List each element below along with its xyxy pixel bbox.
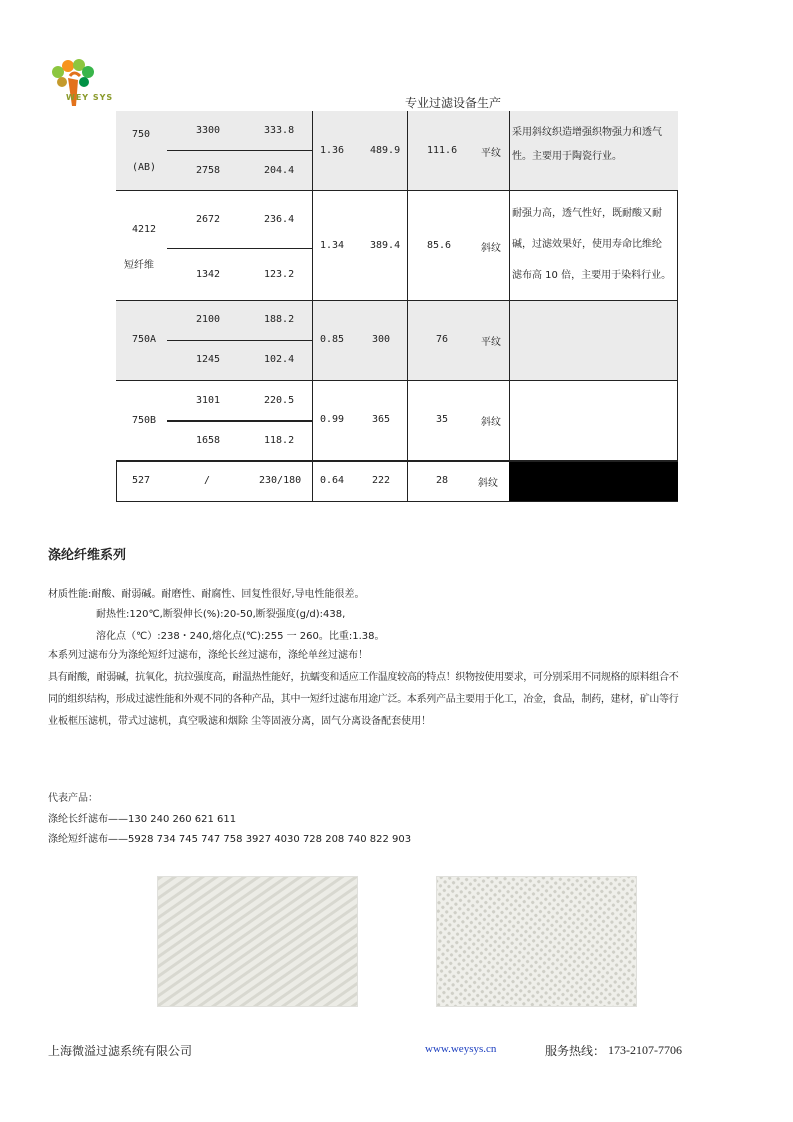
row-divider: [116, 460, 678, 462]
fabric-image-plain: [436, 876, 637, 1007]
cell-value: 204.4: [264, 165, 295, 176]
cell-weave: 斜纹: [481, 417, 501, 428]
cell-value: 489.9: [370, 145, 401, 156]
cell-model: 750A: [132, 334, 157, 345]
spec-table: [116, 111, 678, 502]
products-label: 代表产品：: [48, 793, 98, 804]
paragraph-line: 同的组织结构，形成过滤性能和外观不同的各种产品，其中一短纤过滤布用途广泛。本系列产品主要用于化工，冶金，食品，制药，建材，矿山等行: [48, 694, 679, 705]
cell-value: 28: [436, 475, 449, 486]
cell-value: 3300: [196, 125, 221, 136]
product-long: 涤纶长纤滤布——130 240 260 621 611: [48, 814, 237, 825]
cell-value: /: [204, 475, 211, 486]
cell-model: 750: [132, 129, 151, 140]
footer-hotline: 173-2107-7706: [608, 1043, 682, 1057]
col-divider: [116, 460, 117, 502]
footer-website-link[interactable]: www.weysys.cn: [425, 1043, 497, 1055]
cell-weave: 平纹: [481, 337, 501, 348]
cell-model-sub: (AB): [132, 162, 157, 173]
cell-value: 102.4: [264, 354, 295, 365]
row-divider: [167, 420, 312, 422]
note-line: 采用斜纹织造增强织物强力和透气: [512, 127, 662, 138]
row-divider: [116, 380, 678, 381]
cell-value: 220.5: [264, 395, 295, 406]
cell-value: 188.2: [264, 314, 295, 325]
footer-company: 上海微溢过滤系统有限公司: [48, 1044, 193, 1058]
cell-value: 35: [436, 414, 449, 425]
redacted-block: [509, 460, 678, 501]
cell-value: 0.99: [320, 414, 345, 425]
cell-value: 111.6: [427, 145, 458, 156]
col-divider: [312, 111, 313, 502]
cell-value: 1658: [196, 435, 221, 446]
cell-model: 750B: [132, 415, 157, 426]
paragraph-line: 业板框压滤机，带式过滤机，真空吸滤和烟除 尘等固液分离，固气分离设备配套使用！: [48, 716, 432, 727]
cell-model: 527: [132, 475, 151, 486]
paragraph-line: 溶化点（℃）:238・240,熔化点(℃):255 一 260。比重:1.38。: [96, 631, 385, 642]
row-divider: [167, 340, 312, 341]
cell-value: 76: [436, 334, 449, 345]
note-line: 性。主要用于陶瓷行业。: [512, 151, 622, 162]
cell-value: 222: [372, 475, 391, 486]
cell-value: 0.64: [320, 475, 345, 486]
cell-value: 365: [372, 414, 391, 425]
cell-weave: 斜纹: [478, 478, 498, 489]
note-line: 耐强力高，透气性好，既耐酸又耐: [512, 208, 662, 219]
cell-weave: 斜纹: [481, 243, 501, 254]
cell-note: [512, 202, 671, 288]
cell-value: 118.2: [264, 435, 295, 446]
col-divider: [677, 190, 678, 460]
cell-value: 1.34: [320, 240, 345, 251]
footer-hotline-label: 服务热线：: [545, 1044, 606, 1058]
cell-value: 389.4: [370, 240, 401, 251]
cell-value: 1.36: [320, 145, 345, 156]
cell-value: 300: [372, 334, 391, 345]
paragraph-line: 具有耐酸，耐弱碱，抗氧化，抗拉强度高，耐温热性能好，抗蠕变和适应工作温度较高的特点！织物按使用要求，可分别采用不同规格的原料组合不: [48, 672, 679, 683]
cell-value: 0.85: [320, 334, 345, 345]
cell-value: 2672: [196, 214, 221, 225]
cell-value: 333.8: [264, 125, 295, 136]
col-divider: [509, 111, 510, 460]
cell-model-sub: 短纤维: [124, 260, 154, 271]
row-divider: [116, 300, 678, 301]
cell-value: 2758: [196, 165, 221, 176]
row-divider: [116, 501, 678, 502]
cell-value: 3101: [196, 395, 221, 406]
paragraph-line: 材质性能:耐酸、耐弱碱。耐磨性、耐腐性、回复性很好,导电性能很差。: [48, 589, 365, 600]
cell-weave: 平纹: [481, 148, 501, 159]
cell-note: [512, 121, 662, 169]
note-line: 碱，过滤效果好，使用寿命比维纶: [512, 239, 662, 250]
row-divider: [167, 150, 312, 151]
cell-value: 1245: [196, 354, 221, 365]
cell-value: 2100: [196, 314, 221, 325]
header-title: 专业过滤设备生产: [405, 96, 502, 110]
fabric-image-twill: [157, 876, 358, 1007]
col-divider: [407, 111, 408, 502]
cell-model: 4212: [132, 224, 157, 235]
row-divider: [116, 190, 678, 191]
section-title: 涤纶纤维系列: [48, 548, 127, 563]
cell-value: 123.2: [264, 269, 295, 280]
cell-value: 236.4: [264, 214, 295, 225]
product-short: 涤纶短纤滤布——5928 734 745 747 758 3927 4030 728 208 740 822 903: [48, 834, 412, 845]
logo-text: WEY SYS: [66, 93, 114, 102]
cell-value: 85.6: [427, 240, 452, 251]
cell-value: 1342: [196, 269, 221, 280]
paragraph-line: 耐热性:120℃,断裂伸长(%):20-50,断裂强度(g/d):438,: [96, 609, 346, 620]
row-divider: [167, 248, 312, 249]
paragraph-line: 本系列过滤布分为涤纶短纤过滤布，涤纶长丝过滤布，涤纶单丝过滤布！: [48, 650, 368, 661]
cell-value: 230/180: [259, 475, 302, 486]
note-line: 滤布高 10 倍，主要用于染料行业。: [512, 270, 672, 281]
